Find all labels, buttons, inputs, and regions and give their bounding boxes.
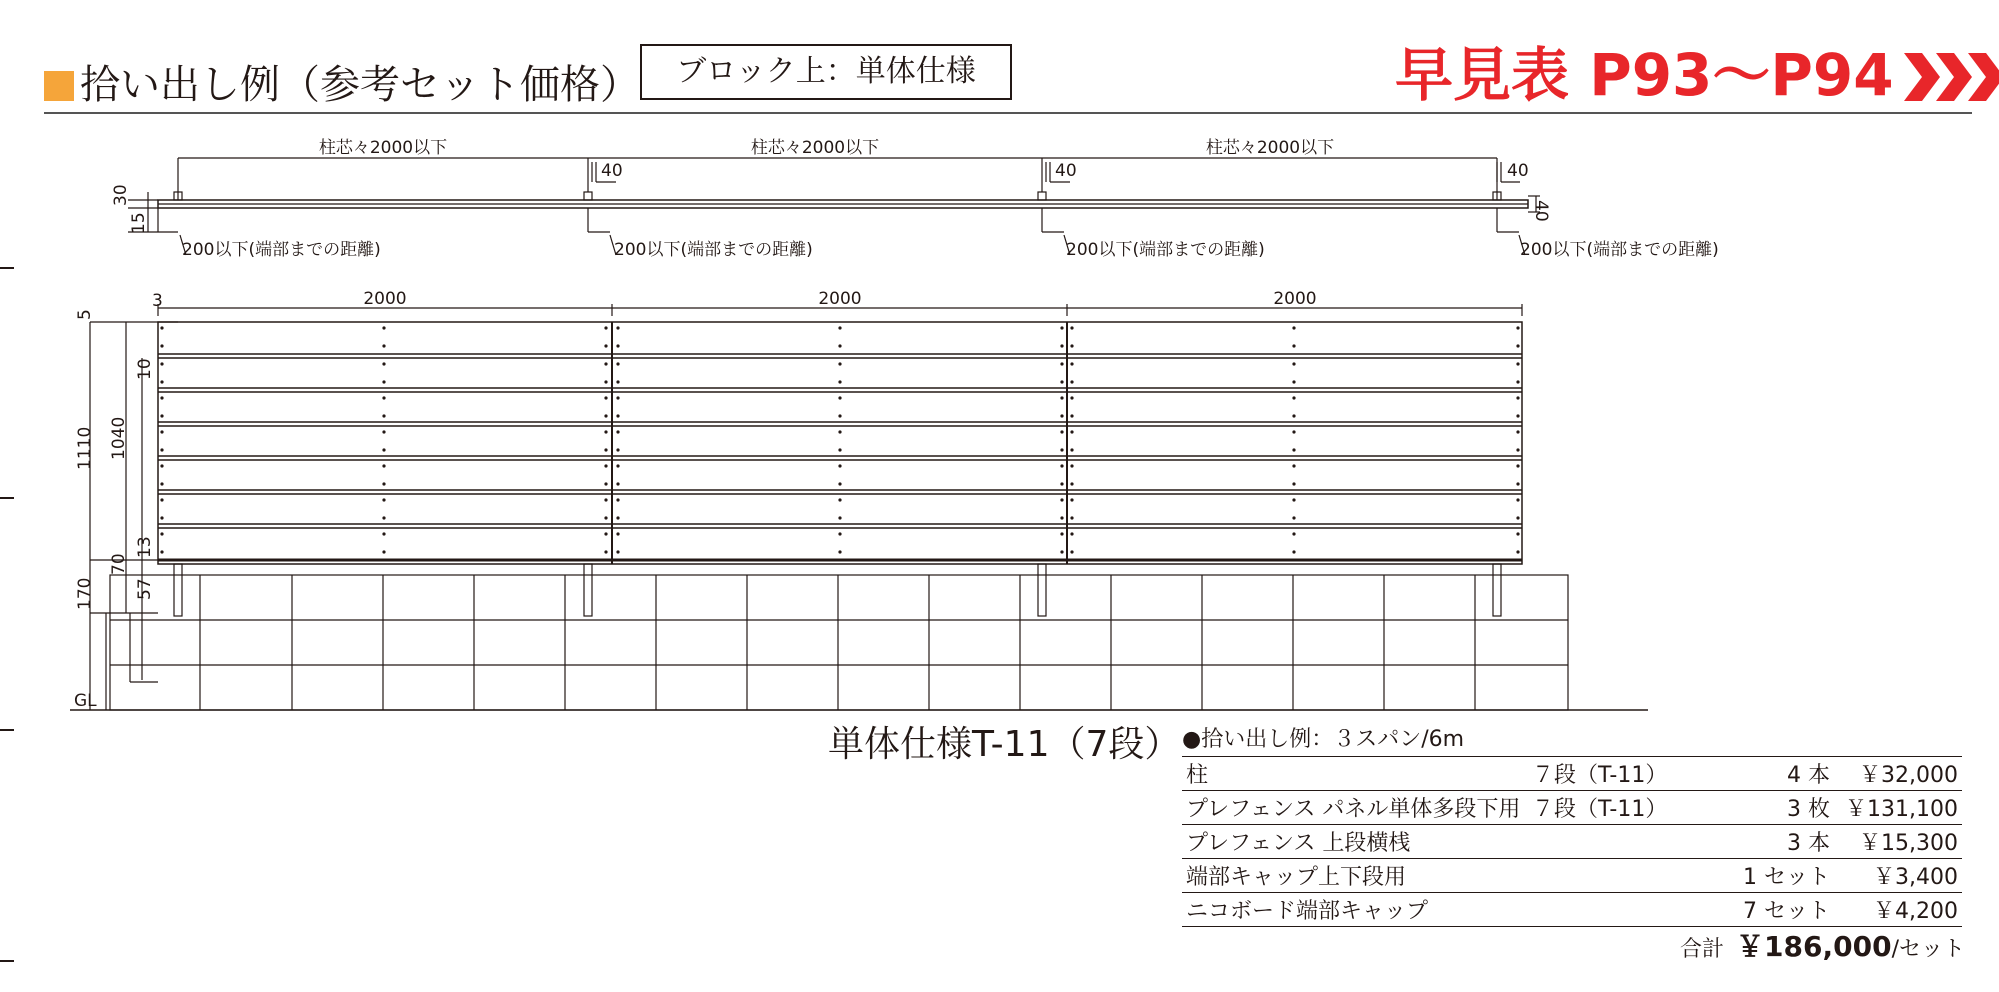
bolt-dot — [604, 464, 607, 467]
header-divider — [44, 112, 1972, 114]
bolt-dot — [1516, 448, 1519, 451]
bolt-dot — [160, 550, 163, 553]
bolt-dot — [382, 380, 385, 383]
bolt-dot — [1060, 498, 1063, 501]
table-row — [1182, 757, 1962, 791]
bolt-dot — [838, 414, 841, 417]
bolt-dot — [1060, 550, 1063, 553]
bolt-dot — [160, 498, 163, 501]
bolt-dot — [160, 532, 163, 535]
bolt-dot — [1060, 344, 1063, 347]
bolt-dot — [616, 380, 619, 383]
bolt-dot — [616, 448, 619, 451]
picking-example-label: ●拾い出し例：３スパン/6m — [1182, 727, 1465, 752]
end-distance-label: 200以下(端部までの距離) — [614, 240, 813, 260]
part-price: ￥4,200 — [1834, 893, 1962, 927]
table-row — [1182, 859, 1962, 893]
bolt-dot — [1516, 326, 1519, 329]
bolt-dot — [616, 498, 619, 501]
bolt-dot — [382, 498, 385, 501]
total-amount: ￥186,000 — [1736, 930, 1892, 963]
bolt-dot — [616, 532, 619, 535]
bolt-dot — [604, 482, 607, 485]
bolt-dot — [1060, 396, 1063, 399]
bolt-dot — [160, 396, 163, 399]
bolt-dot — [1060, 380, 1063, 383]
bolt-dot — [1060, 326, 1063, 329]
bolt-dot — [604, 414, 607, 417]
dim-label: 5 — [75, 309, 95, 320]
part-price: ￥32,000 — [1834, 757, 1962, 791]
end-distance-label: 200以下(端部までの距離) — [1520, 240, 1719, 260]
bolt-dot — [1516, 532, 1519, 535]
bolt-dot — [160, 362, 163, 365]
bolt-dot — [604, 380, 607, 383]
bolt-dot — [604, 430, 607, 433]
bolt-dot — [382, 550, 385, 553]
bolt-dot — [838, 482, 841, 485]
bolt-dot — [1070, 344, 1073, 347]
bolt-dot — [160, 414, 163, 417]
bolt-dot — [1070, 550, 1073, 553]
table-row — [1182, 825, 1962, 859]
bolt-dot — [1516, 464, 1519, 467]
bolt-dot — [1292, 380, 1295, 383]
bolt-dot — [160, 344, 163, 347]
post-width-label: 40 — [1055, 161, 1077, 181]
part-qty: 3 本 — [1696, 825, 1834, 859]
part-price: ￥15,300 — [1834, 825, 1962, 859]
part-qty: 7 セット — [1696, 893, 1834, 927]
bolt-dot — [1070, 516, 1073, 519]
bolt-dot — [616, 430, 619, 433]
bolt-dot — [382, 362, 385, 365]
plan-dim-label: 15 — [129, 212, 149, 234]
bolt-dot — [604, 448, 607, 451]
bolt-dot — [382, 482, 385, 485]
part-spec — [1528, 859, 1696, 893]
bolt-dot — [382, 448, 385, 451]
bolt-dot — [838, 532, 841, 535]
span-label: 柱芯々2000以下 — [750, 138, 880, 158]
part-spec — [1528, 825, 1696, 859]
bolt-dot — [1292, 550, 1295, 553]
bolt-dot — [838, 344, 841, 347]
part-spec — [1528, 893, 1696, 927]
triple-chevron-right-icon — [1902, 49, 1999, 105]
bolt-dot — [1516, 362, 1519, 365]
bolt-dot — [616, 326, 619, 329]
bolt-dot — [1292, 396, 1295, 399]
part-name: ニコボード端部キャップ — [1182, 893, 1528, 927]
bolt-dot — [1060, 516, 1063, 519]
bolt-dot — [838, 326, 841, 329]
bolt-dot — [1516, 396, 1519, 399]
bolt-dot — [1060, 464, 1063, 467]
part-price: ￥3,400 — [1834, 859, 1962, 893]
bolt-dot — [1292, 498, 1295, 501]
bolt-dot — [1060, 430, 1063, 433]
bolt-dot — [1516, 430, 1519, 433]
bolt-dot — [1070, 430, 1073, 433]
total-unit: /セット — [1891, 937, 1965, 962]
bolt-dot — [1292, 482, 1295, 485]
bolt-dot — [1516, 380, 1519, 383]
plan-dim-label: 40 — [1531, 200, 1551, 222]
bolt-dot — [1060, 414, 1063, 417]
plan-view-labels — [111, 138, 1719, 260]
bolt-dot — [1060, 448, 1063, 451]
bolt-dot — [160, 430, 163, 433]
title-square-icon — [44, 71, 74, 101]
end-distance-label: 200以下(端部までの距離) — [182, 240, 381, 260]
bolt-dot — [1292, 344, 1295, 347]
span-label: 柱芯々2000以下 — [318, 138, 448, 158]
bolt-dot — [1070, 414, 1073, 417]
bolt-dot — [616, 482, 619, 485]
part-name: 柱 — [1182, 757, 1528, 791]
ground-label: GL — [74, 691, 97, 711]
span-dim-label: 2000 — [818, 289, 862, 309]
bolt-dot — [382, 430, 385, 433]
part-name: 端部キャップ上下段用 — [1182, 859, 1528, 893]
fence-drawing — [0, 120, 1999, 720]
bolt-dot — [1060, 482, 1063, 485]
dim-label: 1040 — [109, 416, 129, 460]
bolt-dot — [160, 380, 163, 383]
plan-dim-label: 30 — [111, 184, 131, 206]
table-row — [1182, 791, 1962, 825]
part-qty: 1 セット — [1696, 859, 1834, 893]
dim-label: 3 — [152, 291, 163, 311]
dim-label: 170 — [75, 577, 95, 610]
elevation-view — [70, 304, 1648, 710]
bolt-dot — [1060, 362, 1063, 365]
section-title — [44, 60, 640, 110]
bolt-dot — [1070, 380, 1073, 383]
bolt-dot — [1292, 414, 1295, 417]
parts-table — [1182, 756, 1962, 927]
bolt-dot — [838, 550, 841, 553]
bolt-dot — [604, 516, 607, 519]
bolt-dot — [382, 396, 385, 399]
block-wall — [110, 575, 1568, 710]
bolt-dot — [382, 344, 385, 347]
bolt-dot — [160, 482, 163, 485]
dim-label: 57 — [135, 578, 155, 600]
bolt-dot — [1516, 550, 1519, 553]
span-dim-label: 2000 — [363, 289, 407, 309]
part-spec: ７段（T-11） — [1528, 757, 1696, 791]
bolt-dot — [1516, 344, 1519, 347]
bolt-dot — [1070, 482, 1073, 485]
bolt-dot — [382, 414, 385, 417]
bolt-dot — [1070, 532, 1073, 535]
bolt-dot — [604, 498, 607, 501]
bolt-dot — [1070, 464, 1073, 467]
spec-box: ブロック上：単体仕様 — [640, 44, 1012, 100]
bolt-dot — [160, 464, 163, 467]
bolt-dot — [838, 498, 841, 501]
drawing-caption: 単体仕様T-11（7段） — [828, 724, 1181, 765]
post-width-label: 40 — [1507, 161, 1529, 181]
bolt-dot — [1516, 414, 1519, 417]
bolt-dot — [160, 448, 163, 451]
total-price — [1680, 930, 1965, 967]
bolt-dot — [604, 532, 607, 535]
bolt-dot — [1292, 464, 1295, 467]
dim-label: 70 — [109, 553, 129, 575]
bolt-dot — [616, 344, 619, 347]
bolt-dot — [616, 550, 619, 553]
bolt-dot — [1070, 396, 1073, 399]
elevation-labels — [74, 289, 1317, 711]
bolt-dot — [838, 362, 841, 365]
dim-label: 1110 — [75, 426, 95, 470]
part-qty: 4 本 — [1696, 757, 1834, 791]
bolt-dot — [838, 516, 841, 519]
bolt-dot — [160, 326, 163, 329]
span-dim-label: 2000 — [1273, 289, 1317, 309]
section-title-text: 拾い出し例（参考セット価格） — [80, 62, 640, 108]
quick-reference-text: 早見表 P93〜P94 — [1395, 41, 1894, 109]
fence-panels — [158, 322, 1522, 564]
dim-label: 13 — [135, 536, 155, 558]
bolt-dot — [1516, 498, 1519, 501]
bolt-dot — [1292, 516, 1295, 519]
bolt-dot — [1070, 326, 1073, 329]
part-qty: 3 枚 — [1696, 791, 1834, 825]
bolt-dot — [1292, 326, 1295, 329]
bolt-dot — [604, 550, 607, 553]
bolt-dot — [1292, 448, 1295, 451]
dim-label: 10 — [135, 358, 155, 380]
bolt-dot — [838, 464, 841, 467]
bolt-dot — [1070, 498, 1073, 501]
bolt-dot — [838, 380, 841, 383]
span-label: 柱芯々2000以下 — [1205, 138, 1335, 158]
bolt-dot — [616, 414, 619, 417]
part-name: プレフェンス パネル単体多段下用 — [1182, 791, 1528, 825]
bolt-dot — [1516, 482, 1519, 485]
end-distance-label: 200以下(端部までの距離) — [1066, 240, 1265, 260]
bolt-dot — [838, 396, 841, 399]
bolt-dot — [1292, 532, 1295, 535]
bolt-dot — [1070, 448, 1073, 451]
bolt-dot — [616, 516, 619, 519]
part-name: プレフェンス 上段横桟 — [1182, 825, 1528, 859]
bolt-dot — [160, 516, 163, 519]
bolt-dot — [604, 344, 607, 347]
bolt-dot — [604, 326, 607, 329]
bolt-dot — [1292, 362, 1295, 365]
bolt-dot — [382, 532, 385, 535]
bolt-dot — [838, 430, 841, 433]
part-price: ￥131,100 — [1834, 791, 1962, 825]
bolt-dot — [382, 464, 385, 467]
bolt-dot — [382, 326, 385, 329]
margin-tick — [0, 729, 14, 731]
panel-bolts — [160, 326, 1519, 553]
bolt-dot — [1292, 430, 1295, 433]
bolt-dot — [604, 396, 607, 399]
table-row — [1182, 893, 1962, 927]
bolt-dot — [616, 396, 619, 399]
post-width-label: 40 — [601, 161, 623, 181]
bolt-dot — [1060, 532, 1063, 535]
bolt-dot — [616, 362, 619, 365]
bolt-dot — [1070, 362, 1073, 365]
quick-reference-link[interactable] — [1395, 40, 1999, 110]
bolt-dot — [616, 464, 619, 467]
margin-tick — [0, 960, 14, 962]
bolt-dot — [1516, 516, 1519, 519]
bolt-dot — [838, 448, 841, 451]
bolt-dot — [604, 362, 607, 365]
bolt-dot — [382, 516, 385, 519]
part-spec: ７段（T-11） — [1528, 791, 1696, 825]
total-label: 合計 — [1680, 937, 1725, 962]
